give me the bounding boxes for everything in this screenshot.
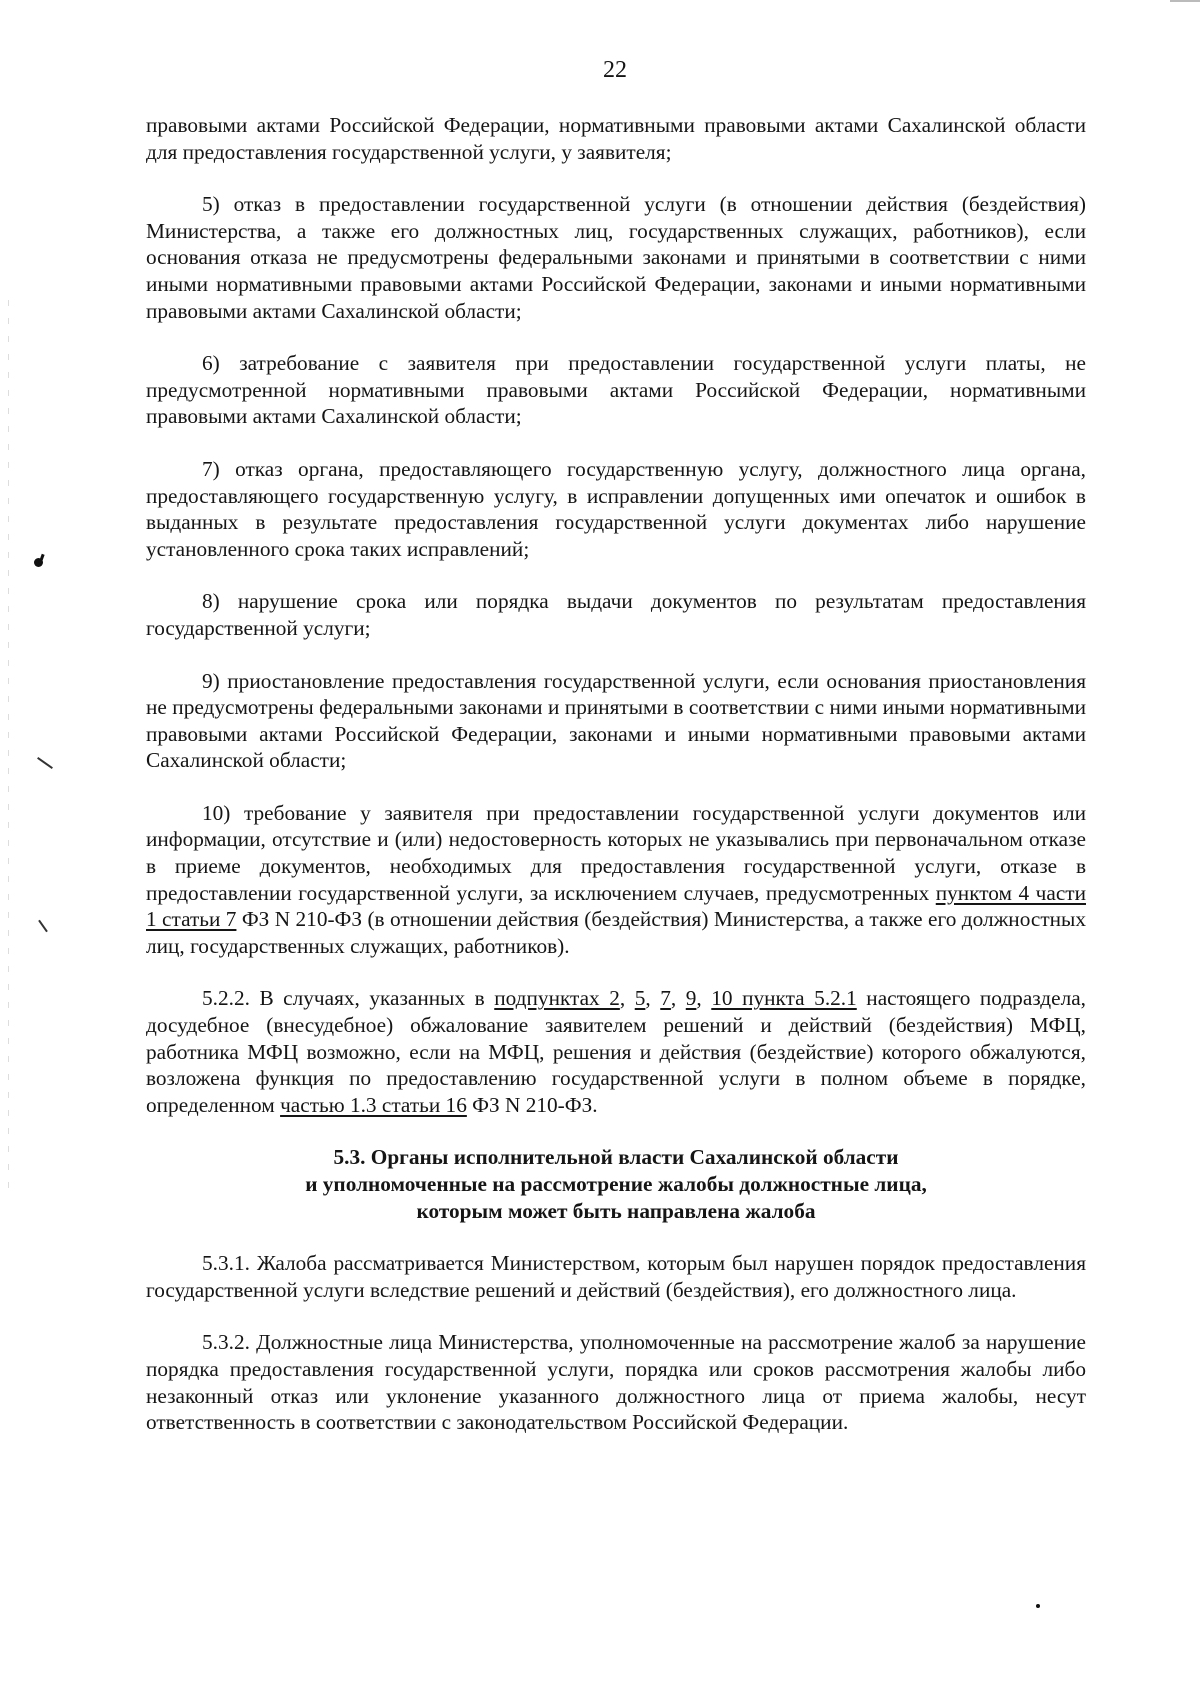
subpoint-link[interactable]: 9: [685, 986, 697, 1011]
paragraph-5-3-2: 5.3.2. Должностные лица Министерства, уполномоченные на рассмотрение жалоб за нарушение порядка предоставления государственной услуги, порядка или сроков рассмотрения жалобы либо незаконный отказ или уклонение указанного должностного лица от приема жалобы, несут ответственность в соответствии с законодательством Российской Федерации.: [146, 1330, 1086, 1435]
subpoint-link[interactable]: подпунктах 2: [494, 986, 620, 1011]
scan-artifact-top: [1170, 0, 1200, 2]
section-heading-line: и уполномоченные на рассмотрение жалобы должностные лица,: [305, 1172, 927, 1196]
text-segment: ,: [670, 986, 686, 1011]
text-segment: ,: [645, 986, 661, 1011]
section-heading: [146, 1144, 1086, 1224]
paragraph-item-8: 8) нарушение срока или порядка выдачи документов по результатам предоставления государственной услуги;: [146, 589, 1086, 640]
subpoint-link[interactable]: 7: [660, 986, 671, 1011]
paragraph-5-3-1: 5.3.1. Жалоба рассматривается Министерством, которым был нарушен порядок предоставления государственной услуги вследствие решений и действий (бездействия), его должностного лица.: [146, 1251, 1086, 1302]
paragraph-item-10: [146, 800, 1086, 960]
page-number: 22: [603, 57, 627, 83]
law-reference-link[interactable]: пунктом 4 части 1 статьи 7: [146, 880, 1086, 932]
paragraph-item-5: 5) отказ в предоставлении государственной услуги (в отношении действия (бездействия) Министерства, а также его должностных лиц, государственных служащих, работников), если основания отказа не предусмотрены федеральными законами и принятыми в соответствии с ними иными нормативными правовыми актами Российской Федерации, законами и иными нормативными правовыми актами Сахалинской области;: [146, 192, 1086, 323]
paragraph-item-9: 9) приостановление предоставления государственной услуги, если основания приостановления не предусмотрены федеральными законами и принятыми в соответствии с ними иными нормативными правовыми актами Российской Федерации, законами и иными нормативными правовыми актами Сахалинской области;: [146, 668, 1086, 773]
law-reference-link[interactable]: частью 1.3 статьи 16: [280, 1092, 467, 1117]
text-segment: ,: [619, 986, 635, 1011]
scan-mark: [34, 558, 43, 567]
text-segment: 10) требование у заявителя при предоставлении государственной услуги документов или информации, отсутствие и (или) недостоверность которых не указывались при первоначальном отказе в приеме документов, необходимых для предоставления государственной услуги, отказе в предоставлении государственной услуги, за исключением случаев, предусмотренных: [146, 800, 1086, 905]
scan-stroke: [38, 920, 48, 933]
scan-edge-line: [8, 300, 9, 1200]
text-segment: 5.2.2. В случаях, указанных в: [202, 986, 495, 1011]
paragraph-item-7: 7) отказ органа, предоставляющего государственную услугу, должностного лица органа, предоставляющего государственную услугу, в исправлении допущенных ими опечаток и ошибок в выданных в результате предоставления государственной услуги документах либо нарушение установленного срока таких исправлений;: [146, 456, 1086, 561]
paragraph-5-2-2: [146, 985, 1086, 1118]
scan-dot: [1036, 1604, 1040, 1608]
subpoint-link[interactable]: 10 пункта 5.2.1: [711, 986, 857, 1011]
document-body: [146, 112, 1086, 1462]
text-segment: ,: [696, 986, 712, 1011]
scan-stroke: [37, 757, 53, 769]
text-segment: настоящего подраздела, досудебное (внесудебное) обжалование заявителем решений и действий (бездействия) МФЦ, работника МФЦ возможно, если на МФЦ, решения и действия (бездействие) которого обжалуются, возложена функция по предоставлению государственной услуги в полном объеме в порядке, определенном: [146, 986, 1086, 1117]
text-segment: ФЗ N 210-ФЗ.: [466, 1092, 598, 1117]
text-segment: ФЗ N 210-ФЗ (в отношении действия (бездействия) Министерства, а также его должностных лиц, государственных служащих, работников).: [146, 907, 1086, 958]
paragraph-continued: правовыми актами Российской Федерации, нормативными правовыми актами Сахалинской области для предоставления государственной услуги, у заявителя;: [146, 113, 1086, 164]
section-heading-line: которым может быть направлена жалоба: [416, 1198, 816, 1223]
section-heading-line: 5.3. Органы исполнительной власти Сахалинской области: [333, 1145, 899, 1170]
paragraph-item-6: 6) затребование с заявителя при предоставлении государственной услуги платы, не предусмотренной нормативными правовыми актами Российской Федерации, нормативными правовыми актами Сахалинской области;: [146, 351, 1086, 429]
subpoint-link[interactable]: 5: [634, 986, 646, 1011]
